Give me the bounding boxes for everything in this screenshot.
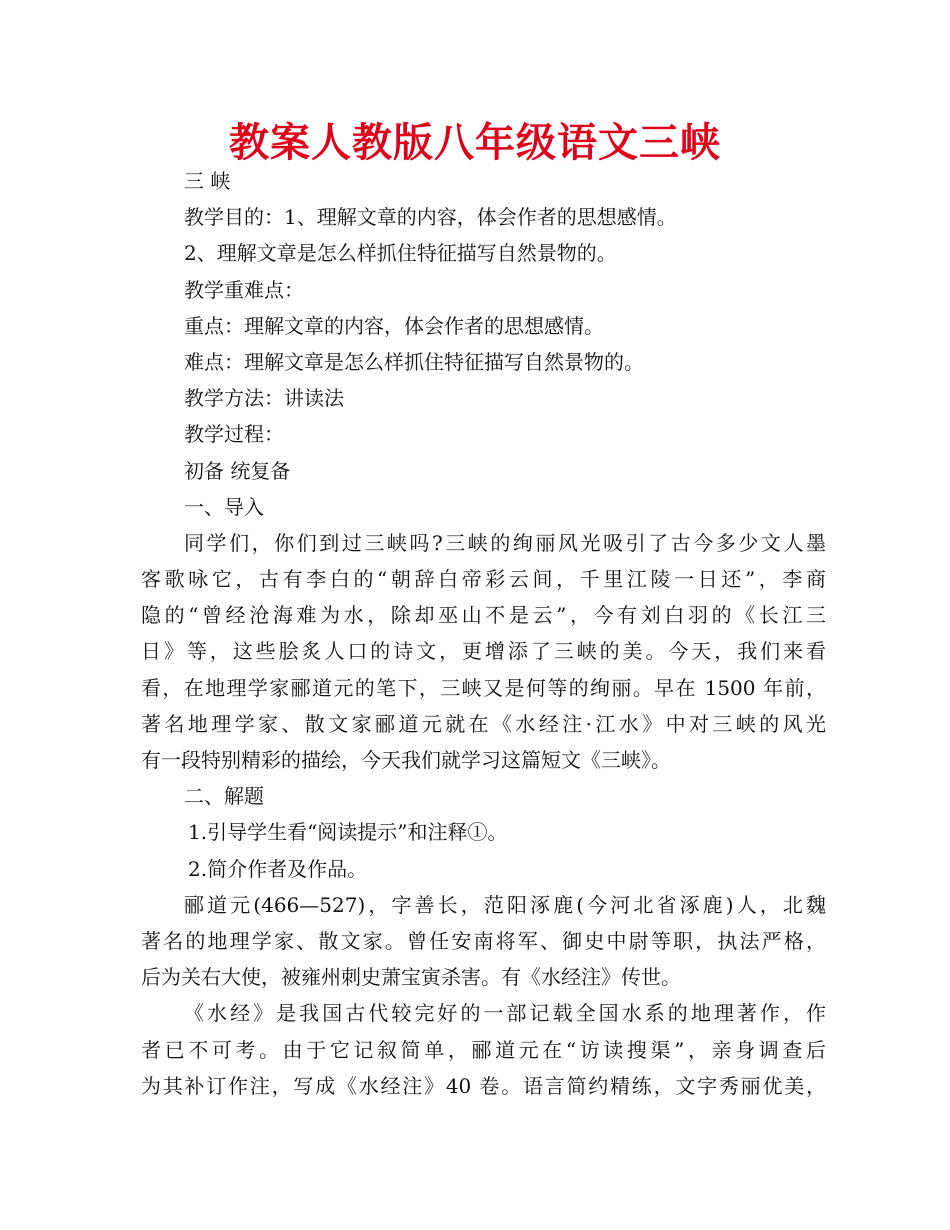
text-line: 《水经》是我国古代较完好的一部记载全国水系的地理著作，作 [184, 1001, 826, 1026]
text-line: 二、解题 [184, 784, 264, 809]
document-title: 教案人教版八年级语文三峡 [229, 120, 721, 166]
text-line: 2.简介作者及作品。 [188, 856, 368, 881]
text-line: 日》等，这些脍炙人口的诗文，更增添了三峡的美。今天，我们来看 [141, 639, 826, 664]
text-line: 后为关右大使，被雍州刺史萧宝寅杀害。有《水经注》传世。 [141, 965, 681, 990]
document-body [141, 163, 826, 1104]
text-line: 客歌咏它，古有李白的“朝辞白帝彩云间，千里江陵一日还”，李商 [141, 567, 826, 592]
text-line: 著名的地理学家、散文家。曾任安南将军、御史中尉等职，执法严格， [141, 928, 826, 953]
text-line: 著名地理学家、散文家郦道元就在《水经注·江水》中对三峡的风光 [141, 711, 826, 736]
text-line: 2、理解文章是怎么样抓住特征描写自然景物的。 [184, 241, 617, 266]
text-line: 者已不可考。由于它记叙简单，郦道元在“访读搜渠”，亲身调查后 [141, 1037, 826, 1062]
text-line: 教学方法：讲读法 [184, 386, 344, 411]
text-line: 教学重难点： [184, 277, 304, 302]
text-line: 重点：理解文章的内容，体会作者的思想感情。 [184, 313, 604, 338]
text-line: 同学们，你们到过三峡吗?三峡的绚丽风光吸引了古今多少文人墨 [184, 530, 826, 555]
text-line: 看，在地理学家郦道元的笔下，三峡又是何等的绚丽。早在 1500 年前， [141, 675, 826, 700]
text-line: 有一段特别精彩的描绘，今天我们就学习这篇短文《三峡》。 [141, 748, 671, 772]
text-line: 三 峡 [184, 169, 231, 193]
text-line: 郦道元(466—527)，字善长，范阳涿鹿(今河北省涿鹿)人，北魏 [184, 892, 826, 917]
text-line: 难点：理解文章是怎么样抓住特征描写自然景物的。 [184, 349, 644, 374]
text-line: 为其补订作注，写成《水经注》40 卷。语言简约精练，文字秀丽优美， [141, 1073, 826, 1098]
text-line: 隐的“曾经沧海难为水，除却巫山不是云”，今有刘白羽的《长江三 [141, 603, 826, 628]
text-line: 教学目的：1、理解文章的内容，体会作者的思想感情。 [184, 205, 677, 230]
text-line: 一、导入 [184, 494, 264, 519]
text-line: 教学过程： [184, 422, 284, 447]
text-line: 1.引导学生看“阅读提示”和注释①。 [188, 820, 508, 845]
text-line: 初备 统复备 [184, 458, 291, 483]
